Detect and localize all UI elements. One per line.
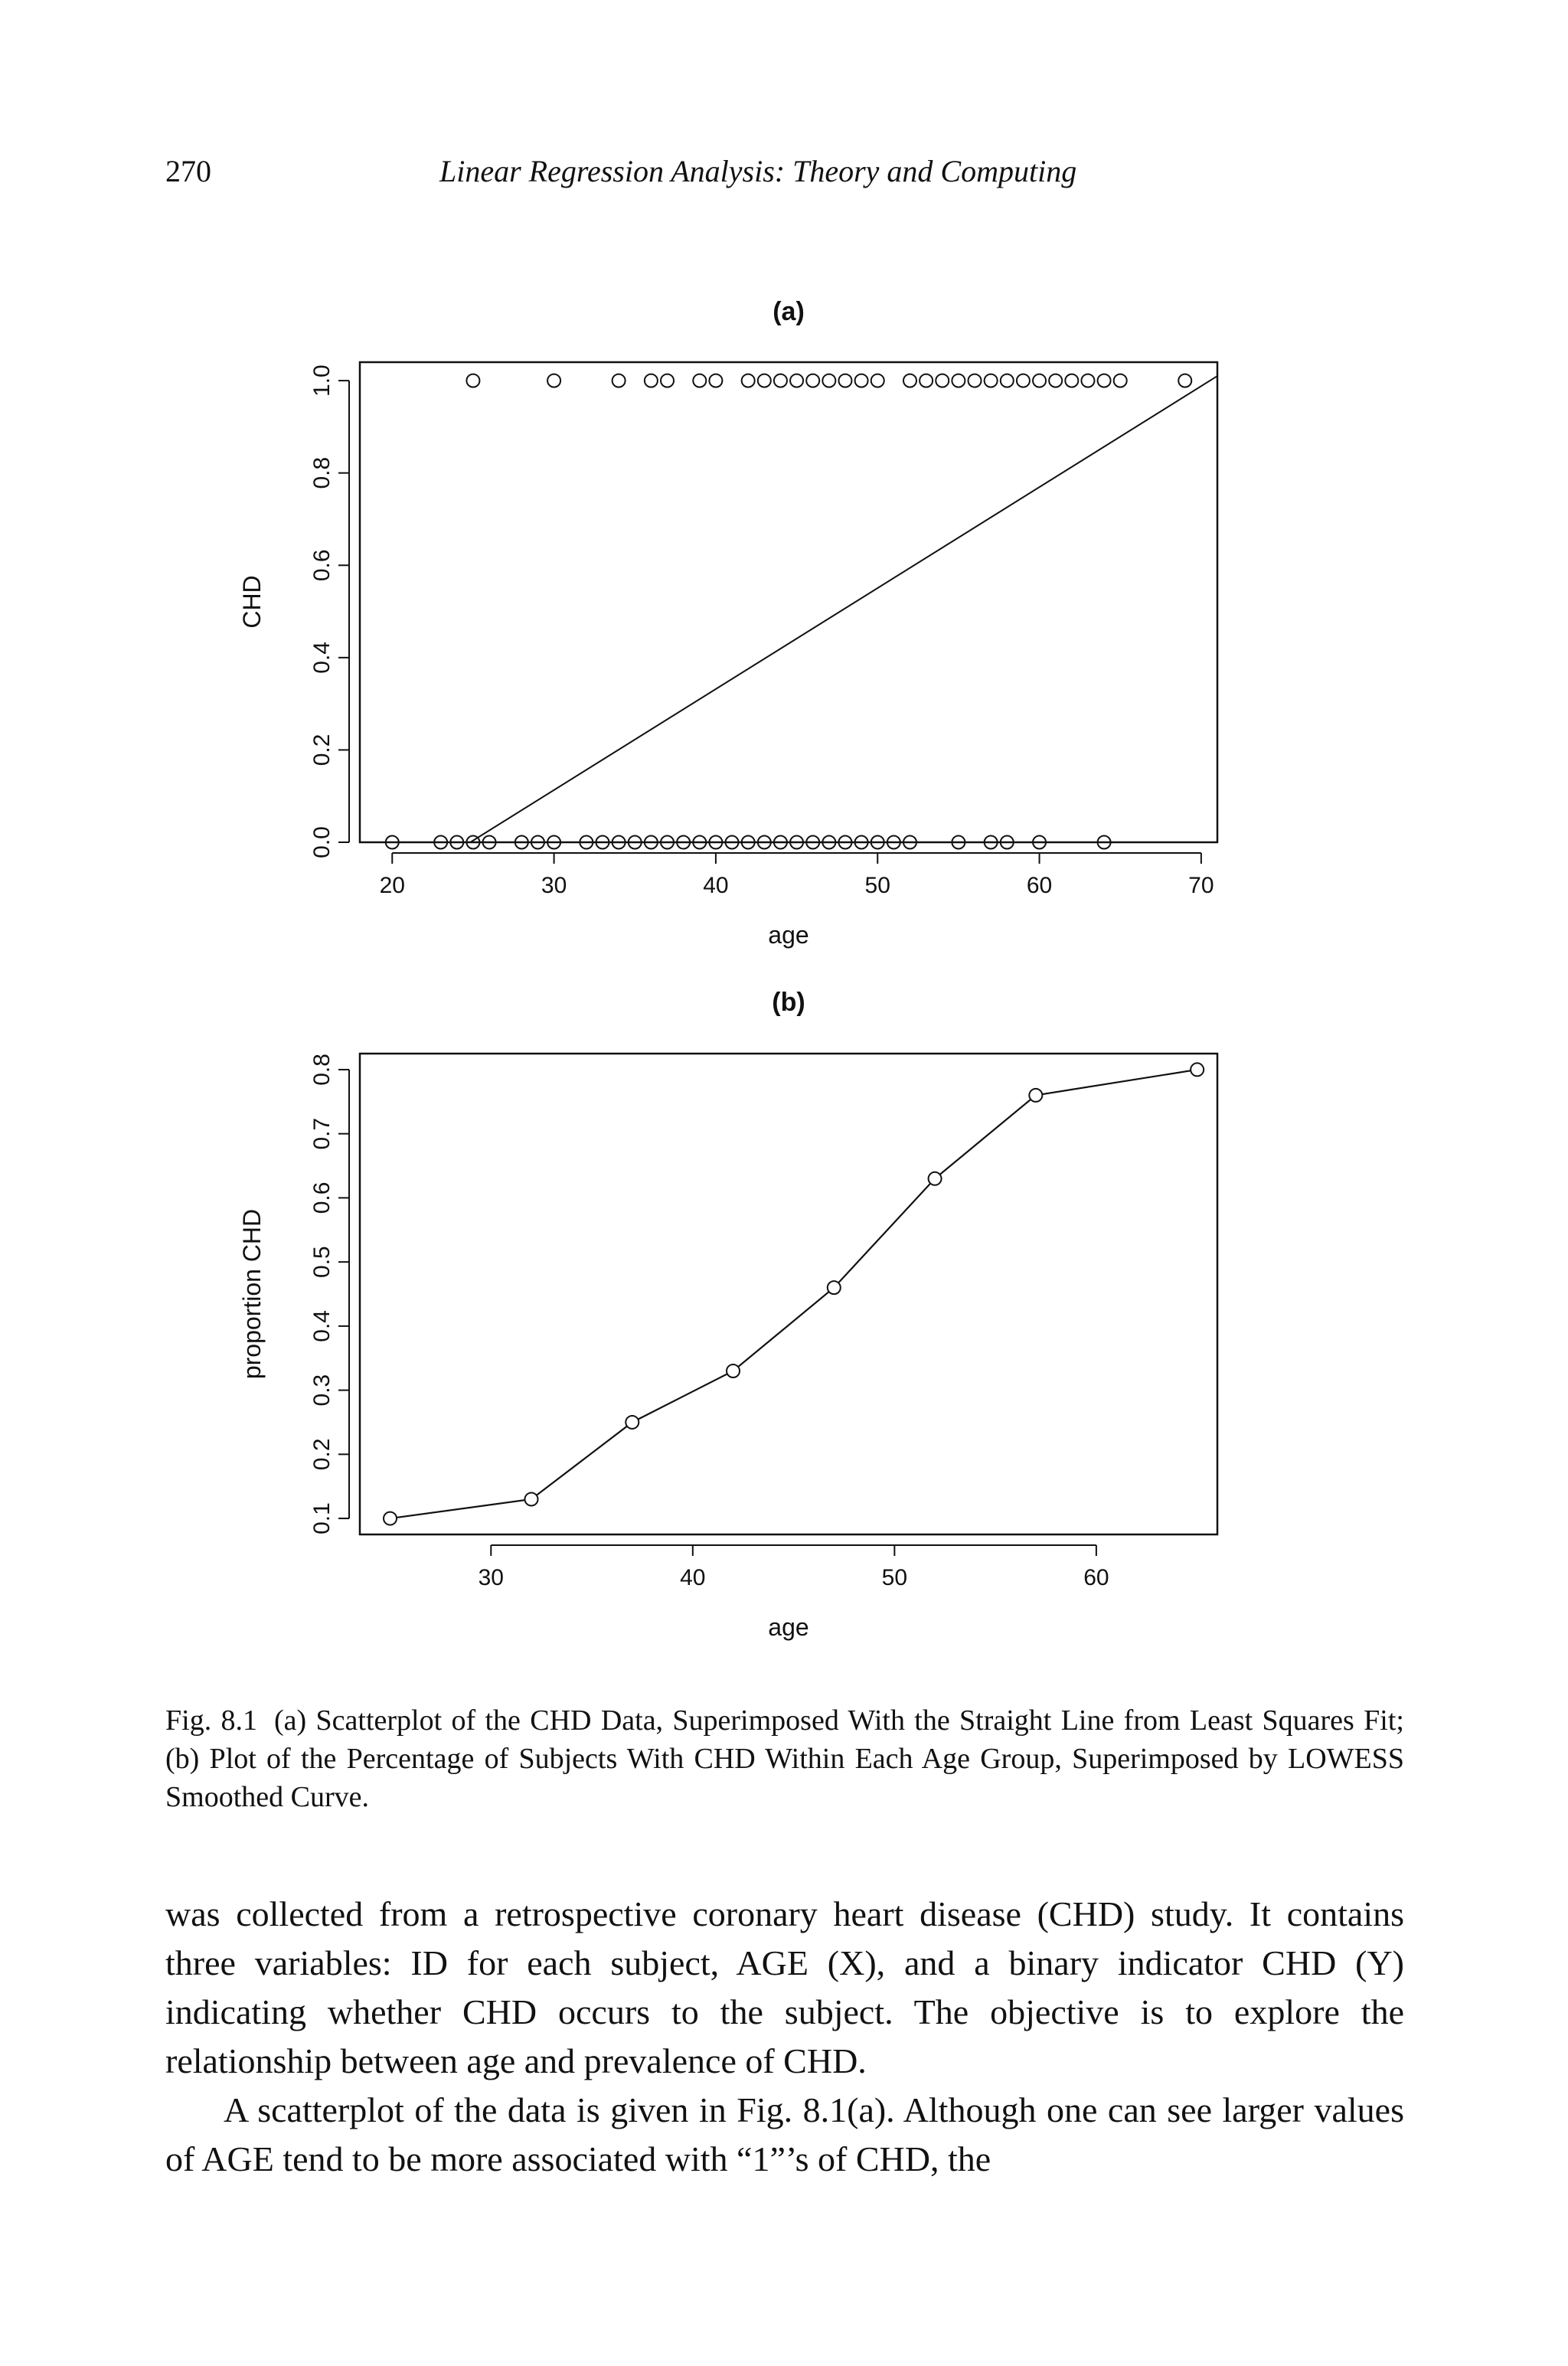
chart-a-point-chd-1 <box>903 374 916 387</box>
chart-b-y-tick-label: 0.6 <box>309 1181 335 1214</box>
chart-a-point-chd-1 <box>466 374 479 387</box>
chart-a-y-label: CHD <box>238 575 266 629</box>
chart-a-y-tick-label: 0.8 <box>309 456 335 489</box>
chart-a-point-chd-1 <box>612 374 626 387</box>
chart-b-y-label: proportion CHD <box>238 1208 266 1380</box>
chart-b-point <box>929 1172 942 1185</box>
chart-b-point <box>1029 1089 1042 1102</box>
chart-a-point-chd-1 <box>693 374 706 387</box>
chart-a-point-chd-1 <box>661 374 674 387</box>
page-header <box>0 153 1568 199</box>
chart-b-point <box>727 1364 740 1377</box>
chart-a-point-chd-1 <box>645 374 658 387</box>
chart-a-y-tick-label: 0.0 <box>309 826 335 858</box>
chart-b-point <box>384 1512 397 1525</box>
chart-a-x-tick-label: 70 <box>1188 873 1214 898</box>
chart-a-point-chd-1 <box>871 374 884 387</box>
chart-a-point-chd-1 <box>1114 374 1127 387</box>
chart-a-y-tick-label: 0.4 <box>309 641 335 674</box>
chart-a-x-tick-label: 30 <box>541 873 567 898</box>
chart-b-x-label: age <box>768 1613 809 1641</box>
chart-a-x-tick-label: 50 <box>864 873 890 898</box>
chart-a-point-chd-1 <box>790 374 803 387</box>
chart-b-y-tick-label: 0.2 <box>309 1438 335 1471</box>
chart-a-y-tick-label: 0.6 <box>309 549 335 582</box>
chart-a-point-chd-1 <box>742 374 755 387</box>
chart-a-point-chd-1 <box>1081 374 1094 387</box>
chart-a-plot-frame <box>360 362 1217 842</box>
chart-a-point-chd-1 <box>1049 374 1062 387</box>
chart-a-point-chd-1 <box>1017 374 1030 387</box>
chart-a-point-chd-1 <box>709 374 722 387</box>
chart-b-y-tick-label: 0.3 <box>309 1374 335 1407</box>
chart-b-point <box>828 1281 841 1294</box>
chart-a-y-axis <box>309 364 349 858</box>
chart-a-point-chd-1 <box>920 374 933 387</box>
chart-a-point-chd-1 <box>1033 374 1046 387</box>
chart-a-x-tick-label: 40 <box>703 873 729 898</box>
chart-b-proportion-plot <box>0 980 1568 1669</box>
chart-b-x-tick-label: 40 <box>680 1565 706 1590</box>
chart-a-point-chd-1 <box>952 374 965 387</box>
chart-a-points <box>386 374 1191 849</box>
chart-a-point-chd-1 <box>1098 374 1111 387</box>
page-number: 270 <box>165 154 211 188</box>
chart-b-x-tick-label: 30 <box>478 1565 504 1590</box>
chart-a-point-chd-1 <box>806 374 819 387</box>
chart-b-x-tick-label: 50 <box>881 1565 908 1590</box>
chart-b-x-tick-label: 60 <box>1083 1565 1109 1590</box>
body-paragraph-1: was collected from a retrospective coronary heart disease (CHD) study. It contains three variables: ID for each subject, AGE (X), and a binary indicator CHD (Y) indicating whether CHD occurs to the subject. The objective is to explore the relationship between age and prevalence of CHD. <box>165 1894 1404 2080</box>
chart-a-point-chd-1 <box>822 374 835 387</box>
chart-a-x-axis <box>380 853 1214 898</box>
chart-a-point-chd-1 <box>758 374 771 387</box>
chart-b-title: (b) <box>772 988 805 1017</box>
figure-caption <box>165 1701 1404 1816</box>
chart-b-point <box>1191 1063 1204 1076</box>
chart-b-point <box>525 1492 538 1505</box>
chart-a-least-squares-line <box>470 376 1217 842</box>
chart-b-x-axis <box>479 1545 1109 1590</box>
chart-b-points <box>384 1063 1204 1525</box>
running-title: Linear Regression Analysis: Theory and Computing <box>439 154 1077 188</box>
chart-b-y-tick-label: 0.1 <box>309 1502 335 1534</box>
chart-a-point-chd-1 <box>1001 374 1014 387</box>
chart-b-y-tick-label: 0.4 <box>309 1310 335 1342</box>
body-text <box>165 1890 1404 2184</box>
chart-a-point-chd-1 <box>1065 374 1078 387</box>
chart-a-y-tick-label: 0.2 <box>309 734 335 766</box>
chart-a-x-label: age <box>768 921 809 949</box>
chart-a-scatterplot <box>0 291 1568 965</box>
chart-b-y-axis <box>309 1054 349 1534</box>
chart-a-point-chd-1 <box>1178 374 1191 387</box>
chart-a-title: (a) <box>773 297 805 326</box>
chart-a-point-chd-1 <box>547 374 560 387</box>
chart-a-y-tick-label: 1.0 <box>309 364 335 397</box>
chart-a-point-chd-1 <box>936 374 949 387</box>
chart-a-point-chd-1 <box>838 374 851 387</box>
body-paragraph-2: A scatterplot of the data is given in Fig. 8.1(a). Although one can see larger values of AGE tend to be more associated with “1”’s of CHD, the <box>165 2090 1404 2178</box>
chart-a-point-chd-1 <box>855 374 868 387</box>
chart-b-y-tick-label: 0.7 <box>309 1117 335 1150</box>
figure-caption-text: (a) Scatterplot of the CHD Data, Superimposed With the Straight Line from Least Squares Fit; (b) Plot of the Percentage of Subjects With CHD Within Each Age Group, Superimposed by LOWESS Smoothed Curve. <box>165 1704 1404 1813</box>
chart-b-y-tick-label: 0.8 <box>309 1054 335 1086</box>
chart-a-x-tick-label: 20 <box>379 873 405 898</box>
chart-a-point-chd-1 <box>985 374 998 387</box>
chart-b-point <box>626 1416 639 1429</box>
chart-b-plot-frame <box>360 1054 1217 1534</box>
chart-b-lowess-curve <box>390 1070 1197 1518</box>
chart-a-x-tick-label: 60 <box>1026 873 1053 898</box>
chart-a-point-chd-1 <box>774 374 787 387</box>
chart-b-y-tick-label: 0.5 <box>309 1246 335 1278</box>
chart-a-point-chd-1 <box>969 374 982 387</box>
figure-label: Fig. 8.1 <box>165 1704 258 1737</box>
